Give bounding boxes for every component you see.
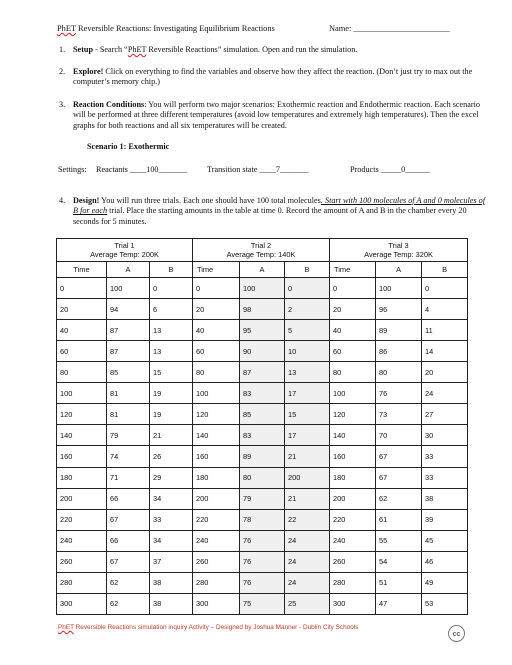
- table-cell: 220: [57, 509, 107, 530]
- table-cell: 61: [376, 509, 422, 530]
- table-cell: 100: [57, 383, 107, 404]
- table-cell: 29: [150, 467, 193, 488]
- table-cell: 15: [285, 404, 330, 425]
- table-cell: 14: [422, 341, 468, 362]
- table-row: [57, 530, 468, 551]
- col-header-time: Time: [193, 262, 240, 278]
- scenario-heading: Scenario 1: Exothermic: [87, 142, 170, 151]
- table-cell: 160: [193, 446, 240, 467]
- step-1-text: Setup - Search “PhET Reversible Reactions” simulation. Open and run the simulation.: [73, 45, 358, 54]
- table-row: [57, 488, 468, 509]
- step-1-number: 1.: [59, 45, 66, 54]
- table-cell: 200: [285, 467, 330, 488]
- table-cell: 90: [240, 341, 285, 362]
- step-3-text: Reaction Conditions: You will perform two major scenarios: Exothermic reaction and Endothermic reaction. Each scenario will be performed at three different temperatures (avoid low temperatures and extremely high temperatures). Then the excel graphs for both reactions and all six temperatures will be created.: [73, 100, 481, 130]
- table-cell: 260: [57, 551, 107, 572]
- table-cell: 87: [107, 320, 150, 341]
- table-cell: 180: [330, 467, 376, 488]
- column-header-row: [57, 262, 468, 278]
- table-cell: 76: [240, 572, 285, 593]
- table-cell: 0: [150, 277, 193, 298]
- table-cell: 19: [150, 404, 193, 425]
- table-cell: 78: [240, 509, 285, 530]
- table-cell: 21: [285, 488, 330, 509]
- table-cell: 240: [193, 530, 240, 551]
- table-cell: 39: [422, 509, 468, 530]
- table-cell: 2: [285, 299, 330, 320]
- table-cell: 73: [376, 404, 422, 425]
- table-row: [57, 572, 468, 593]
- table-cell: 180: [193, 467, 240, 488]
- table-cell: 53: [422, 593, 468, 614]
- col-header-a: A: [240, 262, 285, 278]
- table-cell: 34: [150, 530, 193, 551]
- table-cell: 66: [107, 530, 150, 551]
- footer-credit: PhET Reversible Reactions simulation inquiry Activity – Designed by Joshua Manner - Dublin City Schools: [58, 624, 359, 631]
- table-cell: 66: [107, 488, 150, 509]
- table-cell: 94: [107, 299, 150, 320]
- table-cell: 81: [107, 404, 150, 425]
- table-cell: 76: [240, 551, 285, 572]
- table-cell: 45: [422, 530, 468, 551]
- table-cell: 0: [422, 277, 468, 298]
- table-cell: 80: [330, 362, 376, 383]
- table-cell: 25: [285, 593, 330, 614]
- table-cell: 27: [422, 404, 468, 425]
- table-row: [57, 446, 468, 467]
- trial-2-header: Trial 2 Average Temp: 140K: [193, 239, 330, 262]
- table-cell: 40: [330, 320, 376, 341]
- table-cell: 0: [193, 277, 240, 298]
- settings-label: Settings:: [58, 165, 87, 174]
- table-cell: 240: [57, 530, 107, 551]
- col-header-b: B: [285, 262, 330, 278]
- table-cell: 83: [240, 425, 285, 446]
- table-cell: 300: [330, 593, 376, 614]
- table-cell: 20: [193, 299, 240, 320]
- table-cell: 38: [422, 488, 468, 509]
- table-cell: 60: [57, 341, 107, 362]
- table-cell: 6: [150, 299, 193, 320]
- table-cell: 67: [107, 551, 150, 572]
- table-cell: 100: [240, 277, 285, 298]
- table-row: [57, 509, 468, 530]
- table-cell: 24: [422, 383, 468, 404]
- table-row: [57, 404, 468, 425]
- table-cell: 85: [240, 404, 285, 425]
- table-cell: 34: [150, 488, 193, 509]
- table-cell: 60: [330, 341, 376, 362]
- table-cell: 80: [57, 362, 107, 383]
- table-cell: 60: [193, 341, 240, 362]
- table-row: [57, 425, 468, 446]
- step-4-text: Design! You will run three trials. Each one should have 100 total molecules. Start with 100 molecules of A and 0 molecules of B for each trial. Place the starting amounts in the table at time 0. Record the amount of A and B in the chamber every 20 seconds for 5 minutes.: [73, 196, 485, 226]
- creative-commons-icon: cc: [448, 625, 465, 642]
- table-cell: 87: [107, 341, 150, 362]
- table-cell: 51: [376, 572, 422, 593]
- table-cell: 96: [376, 299, 422, 320]
- table-cell: 80: [376, 362, 422, 383]
- table-cell: 38: [150, 572, 193, 593]
- table-cell: 46: [422, 551, 468, 572]
- table-cell: 4: [422, 299, 468, 320]
- table-cell: 76: [240, 530, 285, 551]
- col-header-time: Time: [57, 262, 107, 278]
- table-cell: 21: [285, 446, 330, 467]
- table-cell: 55: [376, 530, 422, 551]
- table-row: [57, 341, 468, 362]
- table-cell: 49: [422, 572, 468, 593]
- table-cell: 20: [330, 299, 376, 320]
- table-row: [57, 299, 468, 320]
- table-cell: 0: [285, 277, 330, 298]
- col-header-a: A: [107, 262, 150, 278]
- table-cell: 37: [150, 551, 193, 572]
- table-row: [57, 593, 468, 614]
- table-cell: 240: [330, 530, 376, 551]
- table-cell: 75: [240, 593, 285, 614]
- table-cell: 47: [376, 593, 422, 614]
- table-cell: 95: [240, 320, 285, 341]
- step-3-number: 3.: [59, 100, 66, 109]
- table-cell: 80: [193, 362, 240, 383]
- trial-data-table: [56, 238, 468, 615]
- table-cell: 120: [193, 404, 240, 425]
- table-row: [57, 362, 468, 383]
- table-cell: 67: [376, 467, 422, 488]
- table-cell: 40: [193, 320, 240, 341]
- step-2-text: Explore! Click on everything to find the variables and observe how they affect the reaction. (Don’t just try to max out the computer’s memory chip.): [73, 67, 473, 87]
- table-cell: 15: [150, 362, 193, 383]
- trial-1-header: Trial 1 Average Temp: 200K: [57, 239, 193, 262]
- table-cell: 100: [376, 277, 422, 298]
- table-cell: 67: [376, 446, 422, 467]
- trial-3-header: Trial 3 Average Temp: 320K: [330, 239, 468, 262]
- table-cell: 76: [376, 383, 422, 404]
- table-cell: 20: [57, 299, 107, 320]
- step-4-number: 4.: [59, 196, 66, 205]
- table-cell: 85: [107, 362, 150, 383]
- table-cell: 260: [193, 551, 240, 572]
- table-cell: 24: [285, 572, 330, 593]
- table-cell: 11: [422, 320, 468, 341]
- settings-reactants: Reactants ____100_______: [96, 165, 188, 174]
- table-cell: 79: [240, 488, 285, 509]
- table-cell: 81: [107, 383, 150, 404]
- table-cell: 70: [376, 425, 422, 446]
- col-header-b: B: [422, 262, 468, 278]
- table-cell: 300: [193, 593, 240, 614]
- col-header-b: B: [150, 262, 193, 278]
- table-cell: 86: [376, 341, 422, 362]
- col-header-time: Time: [330, 262, 376, 278]
- table-cell: 19: [150, 383, 193, 404]
- name-field-label: Name: _______________________: [329, 24, 450, 33]
- table-cell: 71: [107, 467, 150, 488]
- table-row: [57, 277, 468, 298]
- table-cell: 13: [150, 341, 193, 362]
- table-row: [57, 467, 468, 488]
- settings-transition-state: Transition state ____7_______: [207, 165, 309, 174]
- table-cell: 33: [422, 467, 468, 488]
- table-cell: 160: [57, 446, 107, 467]
- table-cell: 120: [330, 404, 376, 425]
- table-cell: 200: [57, 488, 107, 509]
- table-cell: 5: [285, 320, 330, 341]
- table-cell: 200: [193, 488, 240, 509]
- table-row: [57, 320, 468, 341]
- table-cell: 38: [150, 593, 193, 614]
- table-cell: 220: [193, 509, 240, 530]
- table-cell: 62: [107, 572, 150, 593]
- table-cell: 300: [57, 593, 107, 614]
- table-cell: 21: [150, 425, 193, 446]
- table-cell: 160: [330, 446, 376, 467]
- table-cell: 40: [57, 320, 107, 341]
- table-cell: 120: [57, 404, 107, 425]
- col-header-a: A: [376, 262, 422, 278]
- worksheet-title: PhET Reversible Reactions: Investigating Equilibrium Reactions: [57, 24, 275, 33]
- table-row: [57, 383, 468, 404]
- table-cell: 89: [376, 320, 422, 341]
- table-cell: 33: [150, 509, 193, 530]
- table-cell: 62: [376, 488, 422, 509]
- table-cell: 140: [57, 425, 107, 446]
- table-cell: 54: [376, 551, 422, 572]
- table-cell: 67: [107, 509, 150, 530]
- table-cell: 100: [193, 383, 240, 404]
- table-cell: 260: [330, 551, 376, 572]
- table-cell: 87: [240, 362, 285, 383]
- table-cell: 0: [330, 277, 376, 298]
- table-cell: 140: [330, 425, 376, 446]
- table-cell: 83: [240, 383, 285, 404]
- table-cell: 20: [422, 362, 468, 383]
- settings-products: Products _____0______: [350, 165, 430, 174]
- table-cell: 17: [285, 425, 330, 446]
- table-cell: 13: [150, 320, 193, 341]
- table-cell: 180: [57, 467, 107, 488]
- table-cell: 280: [330, 572, 376, 593]
- table-cell: 89: [240, 446, 285, 467]
- table-cell: 26: [150, 446, 193, 467]
- table-cell: 80: [240, 467, 285, 488]
- table-cell: 24: [285, 551, 330, 572]
- table-cell: 33: [422, 446, 468, 467]
- table-row: [57, 551, 468, 572]
- table-cell: 140: [193, 425, 240, 446]
- table-cell: 17: [285, 383, 330, 404]
- table-cell: 100: [107, 277, 150, 298]
- table-cell: 13: [285, 362, 330, 383]
- table-cell: 0: [57, 277, 107, 298]
- table-cell: 100: [330, 383, 376, 404]
- table-cell: 10: [285, 341, 330, 362]
- table-cell: 24: [285, 530, 330, 551]
- table-cell: 280: [57, 572, 107, 593]
- table-cell: 280: [193, 572, 240, 593]
- table-cell: 62: [107, 593, 150, 614]
- table-cell: 200: [330, 488, 376, 509]
- table-cell: 98: [240, 299, 285, 320]
- table-cell: 22: [285, 509, 330, 530]
- table-cell: 79: [107, 425, 150, 446]
- table-cell: 220: [330, 509, 376, 530]
- step-2-number: 2.: [59, 67, 66, 76]
- table-cell: 74: [107, 446, 150, 467]
- table-cell: 30: [422, 425, 468, 446]
